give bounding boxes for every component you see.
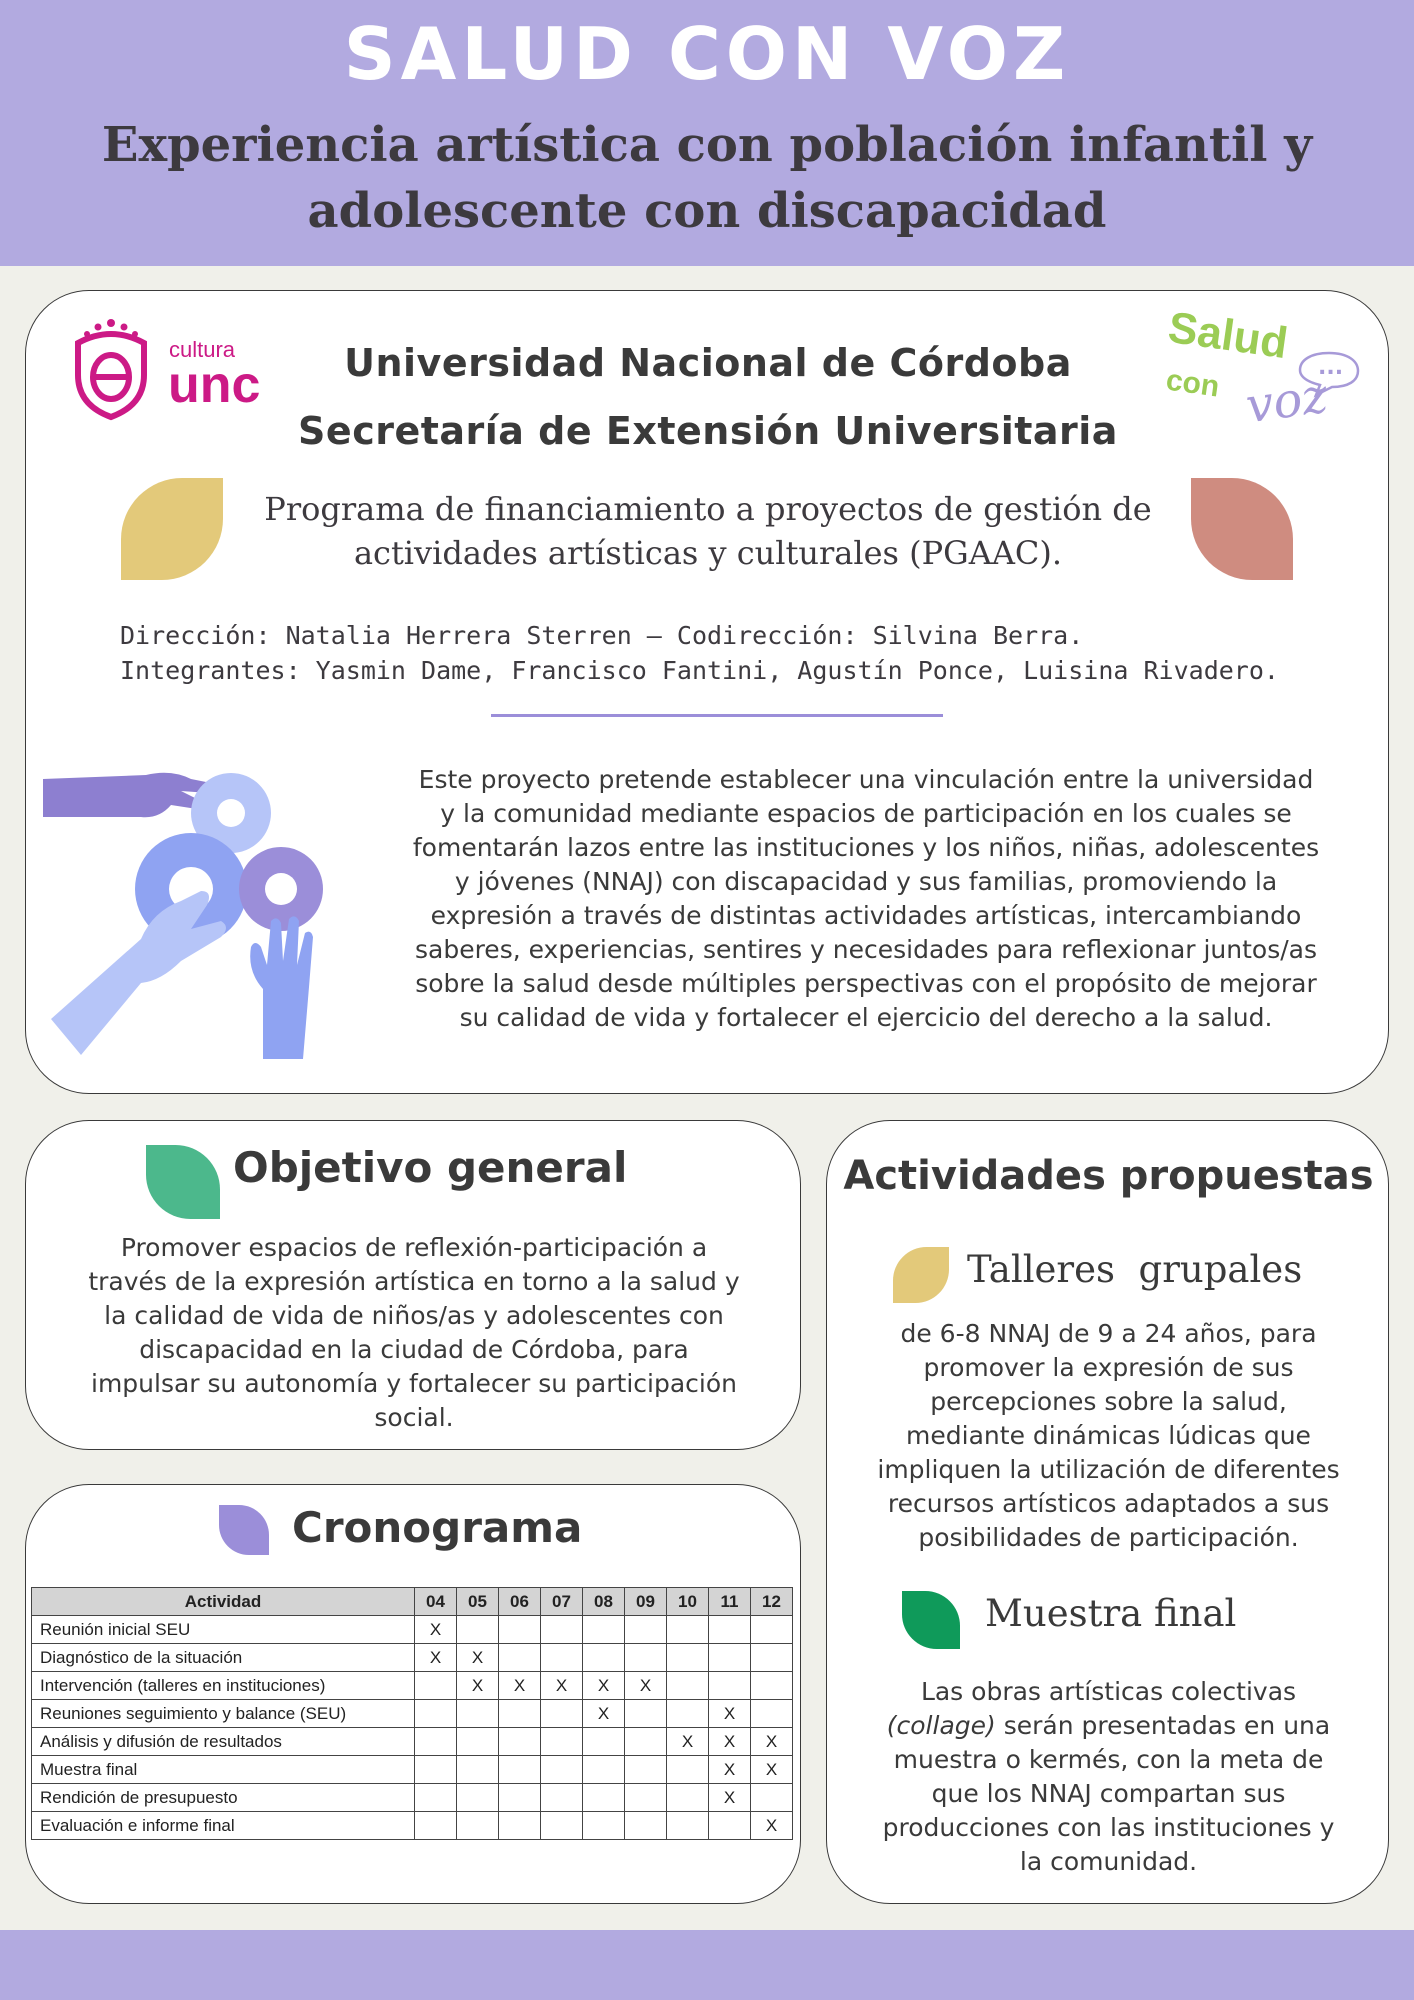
university-name: Universidad Nacional de Córdoba bbox=[344, 341, 1072, 385]
direction-line: Dirección: Natalia Herrera Sterren – Codirección: Silvina Berra. bbox=[120, 621, 1084, 650]
mark-cell bbox=[625, 1784, 667, 1812]
workshops-line: promover la expresión de sus bbox=[923, 1353, 1294, 1382]
mark-cell bbox=[625, 1644, 667, 1672]
intro-line: fomentarán lazos entre las instituciones y los niños, niñas, adolescentes bbox=[412, 833, 1320, 862]
mark-cell: X bbox=[751, 1812, 793, 1840]
mark-cell bbox=[625, 1756, 667, 1784]
hands-gears-illustration bbox=[41, 761, 341, 1061]
members-line: Integrantes: Yasmin Dame, Francisco Fantini, Agustín Ponce, Luisina Rivadero. bbox=[120, 656, 1279, 685]
mark-cell bbox=[457, 1756, 499, 1784]
header-cell: 05 bbox=[457, 1588, 499, 1616]
mark-cell: X bbox=[709, 1700, 751, 1728]
mark-cell bbox=[541, 1700, 583, 1728]
mark-cell: X bbox=[751, 1728, 793, 1756]
mark-cell bbox=[541, 1616, 583, 1644]
objective-title: Objetivo general bbox=[233, 1143, 628, 1192]
final-show-line: que los NNAJ compartan sus bbox=[931, 1779, 1286, 1808]
header-cell: 04 bbox=[415, 1588, 457, 1616]
workshops-title: Talleres grupales bbox=[967, 1248, 1303, 1291]
activity-cell: Muestra final bbox=[32, 1756, 415, 1784]
mark-cell bbox=[457, 1784, 499, 1812]
subtitle-line-1: Experiencia artística con población infantil y bbox=[101, 117, 1313, 173]
table-row bbox=[32, 1728, 793, 1756]
mark-cell bbox=[499, 1616, 541, 1644]
activity-cell: Reuniones seguimiento y balance (SEU) bbox=[32, 1700, 415, 1728]
intro-line: Este proyecto pretende establecer una vinculación entre la universidad bbox=[418, 765, 1314, 794]
mark-cell: X bbox=[583, 1672, 625, 1700]
mark-cell bbox=[541, 1728, 583, 1756]
mark-cell: X bbox=[667, 1728, 709, 1756]
activities-title: Actividades propuestas bbox=[843, 1153, 1374, 1199]
header-cell: 06 bbox=[499, 1588, 541, 1616]
final-show-line bbox=[827, 1709, 1390, 1743]
project-credits bbox=[120, 618, 1279, 688]
mark-cell: X bbox=[709, 1784, 751, 1812]
header-cell: 09 bbox=[625, 1588, 667, 1616]
mark-cell bbox=[667, 1644, 709, 1672]
mark-cell: X bbox=[583, 1700, 625, 1728]
table-row bbox=[32, 1644, 793, 1672]
collage-term: (collage) bbox=[886, 1711, 996, 1740]
mark-cell: X bbox=[415, 1616, 457, 1644]
divider bbox=[491, 714, 943, 717]
mark-cell bbox=[667, 1812, 709, 1840]
header-cell: 11 bbox=[709, 1588, 751, 1616]
header-cell: 12 bbox=[751, 1588, 793, 1616]
header-cell: 10 bbox=[667, 1588, 709, 1616]
activities-card bbox=[826, 1120, 1389, 1904]
intro-line: su calidad de vida y fortalecer el ejercicio del derecho a la salud. bbox=[459, 1003, 1273, 1032]
mark-cell bbox=[499, 1812, 541, 1840]
mark-cell: X bbox=[709, 1728, 751, 1756]
schedule-table bbox=[31, 1587, 793, 1840]
mark-cell bbox=[625, 1812, 667, 1840]
header-cell: 08 bbox=[583, 1588, 625, 1616]
yellow-leaf-small-icon bbox=[893, 1247, 949, 1303]
objective-line: través de la expresión artística en torno a la salud y bbox=[88, 1267, 740, 1296]
activity-cell: Intervención (talleres en instituciones) bbox=[32, 1672, 415, 1700]
mark-cell bbox=[709, 1812, 751, 1840]
program-description bbox=[26, 487, 1390, 575]
mark-cell: X bbox=[625, 1672, 667, 1700]
objective-line: discapacidad en la ciudad de Córdoba, para bbox=[139, 1335, 689, 1364]
intro-line: expresión a través de distintas actividades artísticas, intercambiando bbox=[430, 901, 1302, 930]
subtitle-line-2: adolescente con discapacidad bbox=[307, 183, 1107, 239]
objective-text bbox=[26, 1231, 802, 1435]
page-footer bbox=[0, 1930, 1414, 2000]
intro-line: saberes, experiencias, sentires y necesidades para reflexionar juntos/as bbox=[414, 935, 1318, 964]
mark-cell bbox=[541, 1784, 583, 1812]
program-line-1: Programa de financiamiento a proyectos de gestión de bbox=[264, 490, 1152, 528]
mark-cell bbox=[583, 1728, 625, 1756]
mark-cell bbox=[415, 1812, 457, 1840]
mark-cell: X bbox=[499, 1672, 541, 1700]
poster-title: SALUD CON VOZ bbox=[343, 12, 1071, 96]
workshops-text bbox=[827, 1317, 1390, 1555]
activity-cell: Rendición de presupuesto bbox=[32, 1784, 415, 1812]
table-row bbox=[32, 1812, 793, 1840]
mark-cell: X bbox=[457, 1672, 499, 1700]
mark-cell bbox=[667, 1756, 709, 1784]
schedule-title: Cronograma bbox=[292, 1503, 583, 1552]
mark-cell bbox=[415, 1728, 457, 1756]
mark-cell bbox=[667, 1672, 709, 1700]
table-row bbox=[32, 1700, 793, 1728]
mark-cell bbox=[457, 1616, 499, 1644]
workshops-line: recursos artísticos adaptados a sus bbox=[887, 1489, 1330, 1518]
mark-cell bbox=[499, 1756, 541, 1784]
mark-cell bbox=[457, 1812, 499, 1840]
workshops-line: impliquen la utilización de diferentes bbox=[877, 1455, 1340, 1484]
intro-line: y la comunidad mediante espacios de participación en los cuales se bbox=[440, 799, 1292, 828]
mark-cell: X bbox=[541, 1672, 583, 1700]
secretaria-name: Secretaría de Extensión Universitaria bbox=[298, 409, 1118, 453]
mark-cell bbox=[415, 1784, 457, 1812]
schedule-card bbox=[25, 1484, 801, 1904]
mark-cell bbox=[667, 1616, 709, 1644]
mark-cell bbox=[625, 1616, 667, 1644]
page-header bbox=[0, 0, 1414, 266]
mark-cell bbox=[499, 1700, 541, 1728]
mark-cell bbox=[541, 1644, 583, 1672]
final-show-line: producciones con las instituciones y bbox=[882, 1813, 1335, 1842]
mark-cell bbox=[583, 1812, 625, 1840]
objective-line: social. bbox=[374, 1403, 454, 1432]
program-line-2: actividades artísticas y culturales (PGAAC). bbox=[353, 534, 1063, 572]
mark-cell bbox=[583, 1616, 625, 1644]
mark-cell bbox=[709, 1672, 751, 1700]
header-cell: Actividad bbox=[32, 1588, 415, 1616]
mark-cell bbox=[499, 1644, 541, 1672]
mark-cell bbox=[415, 1672, 457, 1700]
mark-cell bbox=[457, 1728, 499, 1756]
mark-cell bbox=[541, 1812, 583, 1840]
mark-cell bbox=[583, 1644, 625, 1672]
workshops-line: de 6-8 NNAJ de 9 a 24 años, para bbox=[900, 1319, 1317, 1348]
table-row bbox=[32, 1756, 793, 1784]
table-row bbox=[32, 1784, 793, 1812]
mark-cell bbox=[625, 1700, 667, 1728]
workshops-line: posibilidades de participación. bbox=[918, 1523, 1299, 1552]
mark-cell bbox=[751, 1784, 793, 1812]
intro-card bbox=[25, 290, 1389, 1094]
mark-cell: X bbox=[457, 1644, 499, 1672]
bubble-dots: ... bbox=[1318, 355, 1344, 380]
logo-word-con: con bbox=[1164, 363, 1222, 404]
unc-logo-small-text: cultura bbox=[169, 337, 236, 362]
mark-cell bbox=[625, 1728, 667, 1756]
mark-cell bbox=[751, 1616, 793, 1644]
objective-line: Promover espacios de reflexión-participación a bbox=[120, 1233, 708, 1262]
intro-line: sobre la salud desde múltiples perspectivas con el propósito de mejorar bbox=[415, 969, 1317, 998]
mark-cell bbox=[751, 1700, 793, 1728]
activity-cell: Diagnóstico de la situación bbox=[32, 1644, 415, 1672]
mark-cell bbox=[499, 1784, 541, 1812]
objective-line: impulsar su autonomía y fortalecer su participación bbox=[91, 1369, 737, 1398]
logo-word-voz: voz bbox=[1242, 367, 1331, 435]
final-show-text bbox=[827, 1675, 1390, 1879]
table-row bbox=[32, 1616, 793, 1644]
workshops-line: mediante dinámicas lúdicas que bbox=[906, 1421, 1311, 1450]
mark-cell: X bbox=[709, 1756, 751, 1784]
final-show-line-rest: serán presentadas en una bbox=[995, 1711, 1331, 1740]
header-cell: 07 bbox=[541, 1588, 583, 1616]
activity-cell: Reunión inicial SEU bbox=[32, 1616, 415, 1644]
mark-cell bbox=[457, 1700, 499, 1728]
poster-subtitle bbox=[0, 112, 1414, 244]
mark-cell bbox=[583, 1784, 625, 1812]
mark-cell bbox=[751, 1644, 793, 1672]
mark-cell bbox=[751, 1672, 793, 1700]
intro-line: y jóvenes (NNAJ) con discapacidad y sus familias, promoviendo la bbox=[454, 867, 1278, 896]
mark-cell bbox=[667, 1700, 709, 1728]
mark-cell bbox=[667, 1784, 709, 1812]
intro-text bbox=[366, 763, 1366, 1035]
mark-cell bbox=[709, 1644, 751, 1672]
objective-line: la calidad de vida de niños/as y adolescentes con bbox=[104, 1301, 724, 1330]
mark-cell: X bbox=[751, 1756, 793, 1784]
logo-word-salud: Salud bbox=[1165, 302, 1291, 369]
final-show-line: muestra o kermés, con la meta de bbox=[893, 1745, 1324, 1774]
green-leaf-icon bbox=[146, 1145, 220, 1219]
mark-cell bbox=[499, 1728, 541, 1756]
mark-cell bbox=[415, 1756, 457, 1784]
table-row bbox=[32, 1672, 793, 1700]
activity-cell: Evaluación e informe final bbox=[32, 1812, 415, 1840]
workshops-line: percepciones sobre la salud, bbox=[930, 1387, 1287, 1416]
unc-logo-text: unc bbox=[168, 356, 261, 414]
mark-cell: X bbox=[415, 1644, 457, 1672]
objective-card bbox=[25, 1120, 801, 1450]
mark-cell bbox=[709, 1616, 751, 1644]
final-show-line: la comunidad. bbox=[1019, 1847, 1198, 1876]
mark-cell bbox=[583, 1756, 625, 1784]
activity-cell: Análisis y difusión de resultados bbox=[32, 1728, 415, 1756]
mark-cell bbox=[541, 1756, 583, 1784]
schedule-header-row bbox=[32, 1588, 793, 1616]
dark-green-leaf-icon bbox=[902, 1591, 960, 1649]
mark-cell bbox=[415, 1700, 457, 1728]
final-show-title: Muestra final bbox=[985, 1592, 1237, 1635]
purple-leaf-icon bbox=[219, 1505, 269, 1555]
final-show-line: Las obras artísticas colectivas bbox=[920, 1677, 1297, 1706]
